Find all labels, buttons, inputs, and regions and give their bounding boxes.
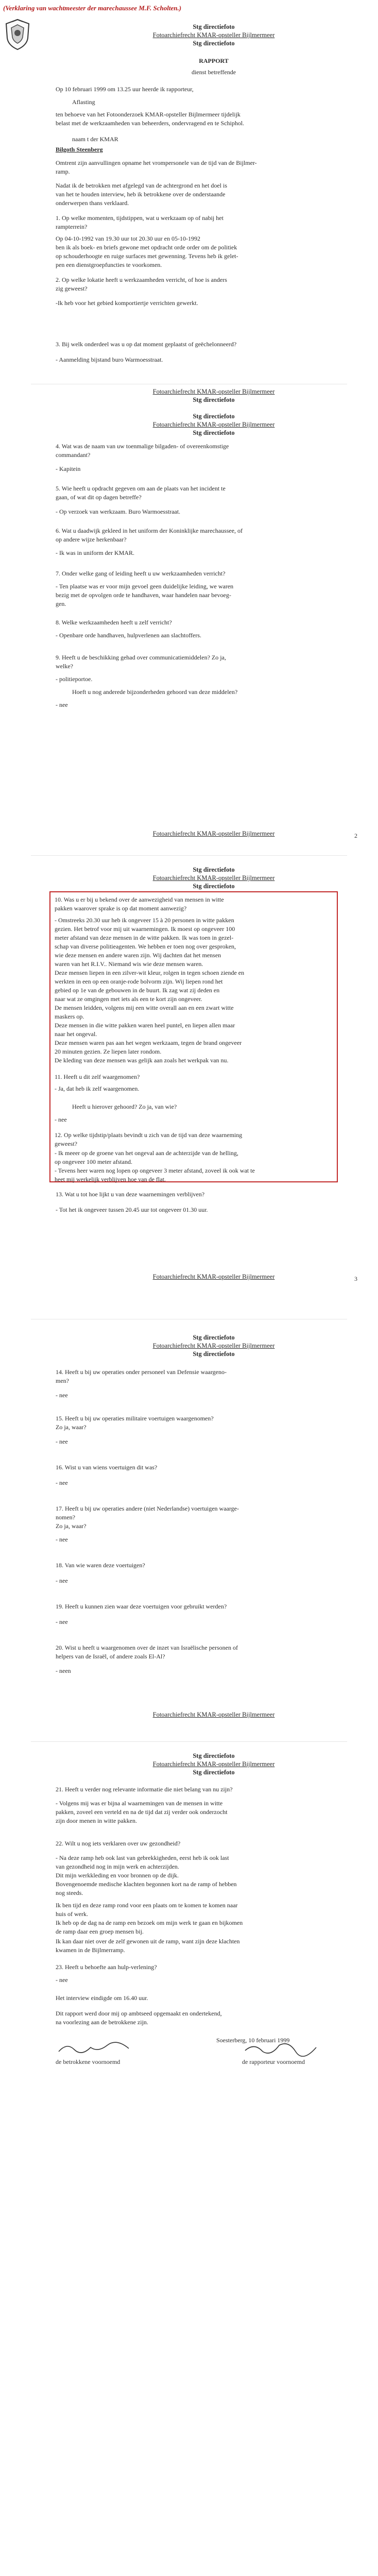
stamp-3 <box>103 866 324 890</box>
stamp-dir2: Stg directiefoto <box>193 1350 235 1358</box>
header-note: (Verklaring van wachtmeester der marechaussee M.F. Scholten.) <box>3 4 182 12</box>
stamp-afd: Fotoarchiefrecht KMAR-opsteller Bijlmermeer <box>152 874 275 882</box>
p1-q1: 1. Op welke momenten, tijdstippen, wat u werkzaam op of nabij het rampterrein? <box>56 214 224 230</box>
p4-q20: 20. Wist u heeft u waargenomen over de inzet van Israëlische personen of helpers van de Israël, of andere zoals El-Al? <box>56 1644 238 1660</box>
p2-a9: - politieportoe. <box>56 675 93 683</box>
p2-a8: - Openbare orde handhaven, hulpverlenen aan slachtoffers. <box>56 632 201 639</box>
crest-icon <box>4 19 31 50</box>
p2-a5: - Op verzoek van werkzaam. Buro Warmoesstraat. <box>56 508 181 515</box>
stamp-2b <box>103 412 324 437</box>
p3-a10: - Omstreeks 20.30 uur heb ik ongeveer 15 à 20 personen in witte pakken gezien. Het betrof voor mij uit waarnemingen. Ik moest op ongeveer 100 meter afstand van deze mensen in de witte pakken. Ik was toen in gezel- schap van diverse politieagenten. We hebben er toen nog over gesproken, wie deze mensen en andere waren zijn. Wij dachten dat het mensen waren van het R.I.V.. Niemand wis wie deze mensen waren. Deze mensen liepen in een zilver-wit kleur, rolgen in tegen schoen ziende en werkten in een op een oranje-rode bolvorm zijn. Wij liepen rond het gebied op 1e van de gebouwen in de buurt. Ik zag wat zij deden en naar wat ze omgingen met iets als een te kort zijn ongeveer. De mensen leidden, volgens mij een witte overall aan en een zwart witte maskers op. Deze mensen in die witte pakken waren heel puntel, en liepen allen maar naar het ongeval. Deze mensen waren pas aan het wegen werkzaam, tegen de brand ongeveer 20 minuten gezien. Ze liepen later rondom. De kleding van deze mensen was gelijk aan zoals het werkpak van nu. <box>55 917 245 1064</box>
stamp-afd: Fotoarchiefrecht KMAR-opsteller Bijlmermeer <box>152 31 275 39</box>
p3-q11: 11. Heeft u dit zelf waargenomen? <box>55 1073 140 1080</box>
p5-closing2: Dit rapport werd door mij op ambtseed opgemaakt en ondertekend, na voorlezing aan de betrokkene zijn. <box>56 2010 222 2026</box>
p5-sig-left: de betrokkene voornoemd <box>56 2058 121 2065</box>
rapport-title: RAPPORT <box>199 57 229 64</box>
stamp-4-bottom <box>103 1710 324 1719</box>
p4-a16: - nee <box>56 1479 68 1486</box>
p4-q14: 14. Heeft u bij uw operaties onder personeel van Defensie waargeno- men? <box>56 1368 227 1384</box>
stamp-5 <box>103 1752 324 1776</box>
p2-q5: 5. Wie heeft u opdracht gegeven om aan de plaats van het incident te gaan, of wat dit op dagen betreffe? <box>56 485 226 501</box>
stamp-dir2: Stg directiefoto <box>193 429 235 436</box>
stamp-dir: Stg directiefoto <box>193 1752 235 1759</box>
p5-a21: - Volgens mij was er bijna al waarnemingen van de mensen in witte pakken, zoveel een verteld en na de tijd dat zij verder ook onderzocht zijn door menen in witte pakken. <box>56 1800 228 1824</box>
p3-q10: 10. Was u er bij u bekend over de aanwezigheid van mensen in witte pakken waarover sprake is op dat moment aanwezig? <box>55 896 224 912</box>
p4-a14: - nee <box>56 1392 68 1399</box>
p2-q4: 4. Wat was de naam van uw toenmalige bilgaden- of overeenkomstige commandant? <box>56 443 229 459</box>
p4-q17: 17. Heeft u bij uw operaties andere (niet Nederlandse) voertuigen waarge- nomen? Zo ja, waar? <box>56 1505 239 1530</box>
stamp-afd: Fotoarchiefrecht KMAR-opsteller Bijlmermeer <box>152 1342 275 1349</box>
p2-a9c: - nee <box>56 701 68 708</box>
p3-a11: - Ja, dat heb ik zelf waargenomen. <box>55 1085 140 1092</box>
p3-a11b: - nee <box>55 1116 67 1123</box>
stamp-dir: Stg directiefoto <box>193 396 235 403</box>
stamp-afd: Fotoarchiefrecht KMAR-opsteller Bijlmermeer <box>152 1273 275 1280</box>
p5-closing1: Het interview eindigde om 16.40 uur. <box>56 1994 148 2002</box>
p5-q23: 23. Heeft u behoefte aan hulp-verlening? <box>56 1963 157 1971</box>
stamp-afd: Fotoarchiefrecht KMAR-opsteller Bijlmermeer <box>152 830 275 837</box>
p1-a3: - Aanmelding bijstand buro Warmoesstraat. <box>56 356 163 363</box>
p2-a4: - Kapitein <box>56 465 81 472</box>
p2-a6: - Ik was in uniform der KMAR. <box>56 549 134 556</box>
stamp-2-bottom <box>103 829 324 838</box>
stamp-dir2: Stg directiefoto <box>193 40 235 47</box>
p1-intro2: ten behoeve van het Fotoonderzoek KMAR-opsteller Bijlmermeer tijdelijk belast met de werkzaamheden van beheerders, ondervragend en te Schiphol. <box>56 111 245 127</box>
stamp-dir: Stg directiefoto <box>193 23 235 30</box>
p5-q22: 22. Wilt u nog iets verklaren over uw gezondheid? <box>56 1840 181 1847</box>
stamp-afd: Fotoarchiefrecht KMAR-opsteller Bijlmermeer <box>152 421 275 428</box>
p4-a15: - nee <box>56 1438 68 1445</box>
p1-p2: Nadat ik de betrokken met afgelegd van de achtergrond en het doel is van het te houden interview, heb ik betrokkene over de onderstaande onderwerpen thans verklaard. <box>56 182 227 207</box>
p1-a1: Op 04-10-1992 van 19.30 uur tot 20.30 uur en 05-10-1992 ben ik als boek- en briefs gewone met opdracht orde order om de politiek op schouderhoogte en ruige surfaces met gewenning. Tevens heb ik gelet- pen een dienstgroepfuncties te voorkomen. <box>56 235 238 268</box>
p1-p1: Omtrent zijn aanvullingen opname het vrompersonele van de tijd van de Bijlmer- ramp. <box>56 159 257 175</box>
p2-q7: 7. Onder welke gang of leiding heeft u uw werkzaamheden verricht? <box>56 570 226 577</box>
page-number-3: 3 <box>354 1275 357 1282</box>
p4-a18: - nee <box>56 1577 68 1584</box>
page-number-2: 2 <box>354 832 357 839</box>
stamp-3-bottom <box>103 1273 324 1281</box>
p4-q15: 15. Heeft u bij uw operaties militaire voertuigen waargenomen? Zo ja, waar? <box>56 1415 214 1431</box>
stamp-dir2: Stg directiefoto <box>193 1769 235 1776</box>
signature-right-icon <box>242 2041 319 2057</box>
p3-q13: 13. Wat u tot hoe lijkt u van deze waarnemingen verblijven? <box>56 1191 205 1198</box>
p3-q11b: Heeft u hierover gehoord? Zo ja, van wie? <box>72 1103 177 1110</box>
p1-intro: Op 10 februari 1999 om 13.25 uur heerde ik rapporteur, <box>56 86 194 93</box>
p4-q16: 16. Wist u van wiens voertuigen dit was? <box>56 1464 158 1471</box>
p2-q8: 8. Welke werkzaamheden heeft u zelf verricht? <box>56 619 172 626</box>
p5-a22: - Na deze ramp heb ook last van gebrekkigheden, eerst heb ik ook last van gezondheid nog in mijn werk en achterzijden. Dit mijn werkkleding en voor bronnen op de dijk. Bovengenoemde medische klachten begonnen kort na de ramp of hebben nog steeds. <box>56 1854 237 1896</box>
page-divider <box>31 1741 347 1742</box>
page-divider <box>31 855 347 856</box>
p1-name: Bilgoth Steenberg <box>56 146 103 153</box>
p1-aflasting: Aflasting <box>72 98 95 106</box>
stamp-afd: Fotoarchiefrecht KMAR-opsteller Bijlmermeer <box>152 388 275 395</box>
p1-q3: 3. Bij welk onderdeel was u op dat moment geplaatst of geëchelonneerd? <box>56 341 237 348</box>
p5-date: Soesterberg, 10 februari 1999 <box>216 2037 290 2044</box>
p5-a22b: Ik ben tijd en deze ramp rond voor een plaats om te komen te komen naar huis of werk. Ik heb op de dag na de ramp een bezoek om mijn werk te gaan en bijkomen de ramp daar een groep mensen bij. <box>56 1902 243 1935</box>
p2-q6: 6. Wat u daadwijk gekleed in het uniform der Koninklijke marechaussee, of op andere wijze herkenbaar? <box>56 527 243 543</box>
p3-q12: 12. Op welke tijdstip/plaats bevindt u zich van de tijd van deze waarneming geweest? <box>55 1131 243 1147</box>
p3-a13: - Tot het ik ongeveer tussen 20.45 uur tot ongeveer 01.30 uur. <box>56 1206 208 1213</box>
p1-q2: 2. Op welke lokatie heeft u werkzaamheden verricht, of hoe is anders zig geweest? <box>56 276 227 292</box>
stamp-afd: Fotoarchiefrecht KMAR-opsteller Bijlmermeer <box>152 1760 275 1768</box>
p4-q18: 18. Van wie waren deze voertuigen? <box>56 1562 145 1569</box>
p3-a12: - Ik meeer op de groene van het ongeval aan de achterzijde van de helling, op ongeveer 100 meter afstand. - Tevens heer waren nog lopen op ongeveer 3 meter afstand, zoveel ik ook wat te heet mij werkelijk verblijven hoe van de flat. <box>55 1149 255 1183</box>
p5-sig-right: de rapporteur voornoemd <box>242 2058 305 2065</box>
stamp-dir: Stg directiefoto <box>193 1334 235 1341</box>
p5-a22c: Ik kan daar niet over de zelf gewonen uit de ramp, want zijn deze klachten kwamen in de Bijlmerramp. <box>56 1938 240 1954</box>
signature-left-icon <box>57 2040 134 2056</box>
p4-a20: - neen <box>56 1667 71 1674</box>
rapport-subtitle: dienst betreffende <box>191 69 236 76</box>
p2-a9b: Hoeft u nog anderede bijzonderheden gehoord van deze middelen? <box>72 688 238 696</box>
stamp-afd: Fotoarchiefrecht KMAR-opsteller Bijlmermeer <box>152 1711 275 1718</box>
p5-a23: - nee <box>56 1976 68 1984</box>
p4-q19: 19. Heeft u kunnen zien waar deze voertuigen voor gebruikt werden? <box>56 1603 227 1610</box>
stamp-2a <box>103 387 324 404</box>
stamp-dir2: Stg directiefoto <box>193 883 235 890</box>
p2-a7: - Ten plaatse was er voor mijn gevoel geen duidelijke leiding, we waren bezig met de opvolgen orde te handhaven, waar handelen naar bevoeg- gen. <box>56 583 234 607</box>
p1-a2: -Ik heb voor het gebied komportiertje verrichten gewerkt. <box>56 299 198 307</box>
stamp-1 <box>103 23 324 47</box>
p5-q21: 21. Heeft u verder nog relevante informatie die niet belang van nu zijn? <box>56 1786 233 1793</box>
stamp-4 <box>103 1333 324 1358</box>
stamp-dir: Stg directiefoto <box>193 413 235 420</box>
p4-a19: - nee <box>56 1618 68 1625</box>
p2-q9: 9. Heeft u de beschikking gehad over communicatiemiddelen? Zo ja, welke? <box>56 654 226 670</box>
p1-name-label: naam t der KMAR <box>72 135 118 143</box>
stamp-dir: Stg directiefoto <box>193 866 235 873</box>
p4-a17: - nee <box>56 1536 68 1543</box>
